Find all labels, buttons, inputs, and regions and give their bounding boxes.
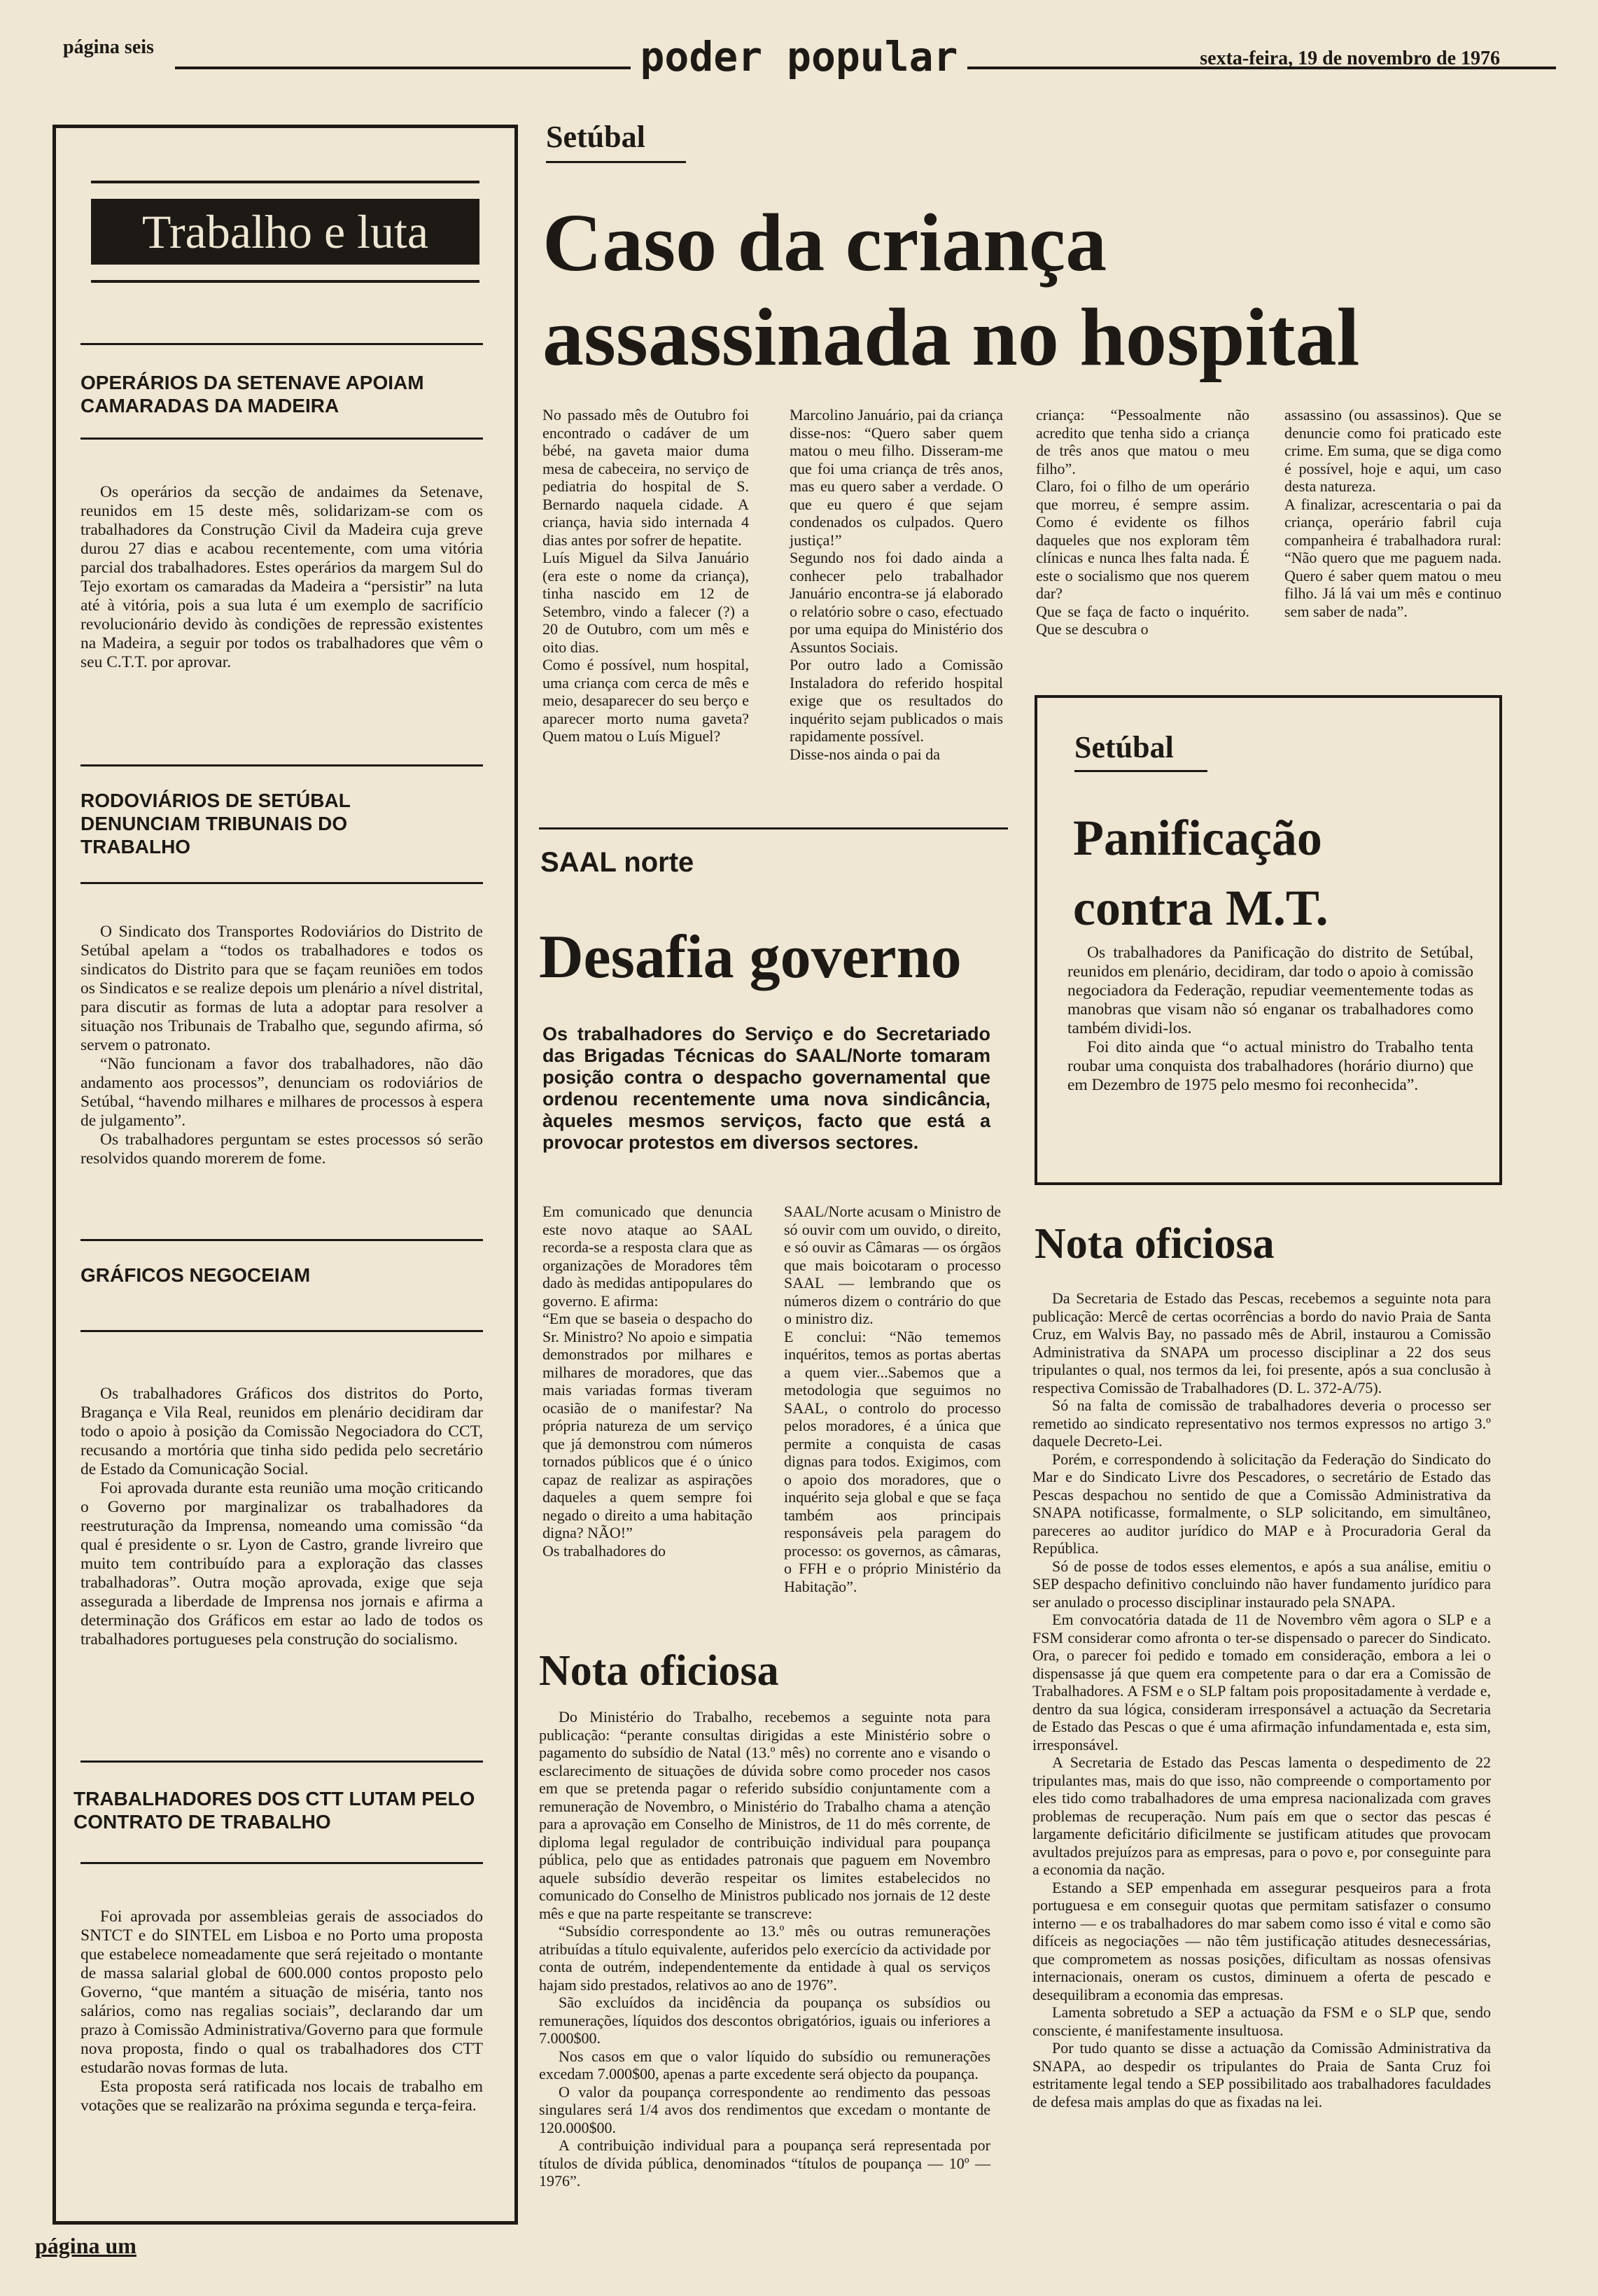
paragraph: Os trabalhadores Gráficos dos distritos do Porto, Bragança e Vila Real, reunidos em plenário decidiram dar todo o apoio à posição da Comissão Negociadora do CCT, recusando a mortória que tinha sido pedida pelo secretário de Estado da Comunicação Social. — [80, 1385, 483, 1478]
issue-date: sexta-feira, 19 de novembro de 1976 — [1200, 48, 1500, 69]
story-column: No passado mês de Outubro foi encontrado o cadáver de um bébé, na gaveta maior duma mesa de cabeceira, no serviço de pediatria do hospital de S. Bernardo naquela cidade. A criança, havia sido internada 4 dias antes por sofrer de hepatite. Luís Miguel da Silva Januário (era este o nome da criança), tinha nascido em 12 de Setembro, vindo a falecer (?) a 20 de Outubro, com um mês e oito dias. Como é possível, num hospital, uma criança com cerca de mês e meio, desaparecer do seu berço e aparecer morto numa gaveta? Quem matou o Luís Miguel? — [542, 406, 749, 745]
notice-headline: Nota oficiosa — [1035, 1220, 1275, 1268]
story-headline-line2: contra M.T. — [1073, 880, 1329, 936]
story-headline-line1: Panificação — [1073, 810, 1322, 866]
story-column: criança: “Pessoalmente não acredito que tenha sido a criança de três anos que matou o meu filho”. Claro, foi o filho de um operário que morreu, é sempre assim. Como é evidente os filhos daqueles que nos exploram têm clínicas e nunca lhes falta nada. É este o socialismo que nos querem dar? Que se faça de facto o inquérito. Que se descubra o — [1036, 406, 1249, 638]
divider — [80, 1330, 483, 1332]
paragraph: Estando a SEP empenhada em assegurar pesqueiros para a frota portuguesa e em conseguir quotas que permitam satisfazer o consumo interno — e os trabalhadores do mar sabem como isso é vital e como são difíceis as negociações — não têm justificação atitudes desnecessárias, que comprometem as nossas posições, dificultam as nossas ofensivas internacionais, oneram os custos, diminuem a oferta de pescado e desequilibram a economia das empresas. — [1032, 1878, 1491, 2003]
newspaper-title: poder popular — [0, 36, 1598, 77]
notice-body — [539, 1708, 990, 2190]
paragraph: Por tudo quanto se disse a actuação da Comissão Administrativa da SNAPA, ao despedir os tripulantes do Praia de Santa Cruz foi estritamente legal tendo a SEP possibilitado aos trabalhadores faculdades de defesa mais amplas do que as fixadas na lei. — [1032, 2039, 1491, 2110]
article-body — [80, 1907, 483, 2115]
article-body — [80, 483, 483, 672]
paragraph: Foi aprovada durante esta reunião uma moção criticando o Governo por marginalizar os trabalhadores da reestruturação da Imprensa, nomeando uma comissão “da qual é presidente o sr. Lyon de Castro, grande livreiro que muito tem contribuído para a exploração das classes trabalhadoras”. Outra moção aprovada, exige que seja assegurada a liberdade de Imprensa nos jornais e afirma a determinação dos Gráficos em estar ao lado de todos os trabalhadores portugueses pela construção do socialismo. — [80, 1479, 483, 1648]
divider — [80, 438, 483, 440]
story-kicker: SAAL norte — [540, 847, 694, 878]
paragraph: Os trabalhadores perguntam se estes processos só serão resolvidos quando morerem de fome. — [80, 1130, 483, 1168]
paragraph: “Não funcionam a favor dos trabalhadores, não dão andamento aos processos”, denunciam os rodoviários de Setúbal, “havendo milhares e milhares de processos à espera de julgamento”. — [80, 1055, 483, 1130]
story-column: Em comunicado que denuncia este novo ataque ao SAAL recorda-se a resposta clara que as organizações de Moradores têm dado às medidas antipopulares do governo. E afirma: “Em que se baseia o despacho do Sr. Ministro? No apoio e simpatia demonstrados por milhares e milhares de moradores, que das mais variadas formas tiveram ocasião de o manifestar? Na própria natureza de um serviço que já demonstrou com números tornados públicos que é o único capaz de realizar as aspirações daqueles a quem sempre foi negado o direito a uma habitação digna? NÃO!” Os trabalhadores do — [542, 1203, 752, 1560]
story-column: SAAL/Norte acusam o Ministro de só ouvir com um ouvido, o direito, e só ouvir as Câmaras — os órgãos que mais boicotaram o processo SAAL — lembrando que os números dizem o contrário do que o ministro diz. E conclui: “Não tememos inquéritos, temos as portas abertas a quem vier...Sabemos que a metodologia que seguimos no SAAL, o controlo do processo pelos moradores, é a única que permite a conquista de casas dignas para todos. Exigimos, com o apoio dos moradores, que o inquérito seja global e que se faça também aos principais responsáveis pela paragem do processo: os governos, as câmaras, o FFH e o próprio Ministério da Habitação”. — [784, 1203, 1001, 1595]
story-kicker: Setúbal — [1074, 730, 1174, 764]
paragraph: Foi aprovada por assembleias gerais de associados do SNTCT e do SINTEL em Lisboa e no Porto uma proposta que estabelece nomeadamente que será rejeitado o montante de massa salarial global de 600.000 contos proposto pelo Governo, “que mantém a situação de miséria, tanto nos salários, como nas regalias sociais”, declarando dar um prazo à Comissão Administrativa/Governo para que formule nova proposta, findo o qual os trabalhadores dos CTT estudarão novas formas de luta. — [80, 1907, 483, 2077]
kicker-underline — [546, 161, 686, 163]
story-column: assassino (ou assassinos). Que se denuncie como foi praticado este crime. Em suma, que se diga como é possível, hoje e aqui, um caso desta natureza. A finalizar, acrescentaria o pai da criança, operário fabril cuja companheira é trabalhadora rural: “Não quero que me paguem nada. Quero é saber quem matou o meu filho. Já lá vai um mês e continuo sem saber de nada”. — [1284, 406, 1501, 620]
divider — [80, 882, 483, 884]
paragraph: Nos casos em que o valor líquido do subsídio ou remunerações excedam 7.000$00, apenas a parte excedente será objecto da poupança. — [539, 2047, 990, 2082]
notice-headline: Nota oficiosa — [539, 1647, 779, 1695]
paragraph: Esta proposta será ratificada nos locais de trabalho em votações que se realizarão na próxima segunda e terça-feira. — [80, 2078, 483, 2115]
paragraph: Foi dito ainda que “o actual ministro do Trabalho tenta roubar uma conquista dos trabalhadores (horário diurno) que em Dezembro de 1975 pelo mesmo foi reconhecida”. — [1067, 1038, 1473, 1094]
paragraph: São excluídos da incidência da poupança os subsídios ou remunerações, líquidos dos descontos obrigatórios, iguais ou inferiores a 7.000$00. — [539, 1994, 990, 2047]
paragraph: Porém, e correspondendo à solicitação da Federação do Sindicato do Mar e do Sindicato Livre dos Pescadores, o secretário de Estado das Pescas despachou no sentido de que a Comissão Administrativa da SNAPA notificasse, formalmente, o SLP solicitando, em simultâneo, pareceres ao auditor jurídico do MAP e à Procuradoria Geral da República. — [1032, 1450, 1491, 1557]
article-headline: GRÁFICOS NEGOCEIAM — [80, 1264, 311, 1286]
corner-page-label: página um — [35, 2233, 136, 2258]
paragraph: Do Ministério do Trabalho, recebemos a seguinte nota para publicação: “perante consultas dirigidas a este Ministério sobre o pagamento do subsídio de Natal (13.º mês) no corrente ano e visando o esclarecimento de situações de dúvida sobre como proceder nos casos em que se pretenda pagar o referido subsídio conjuntamente com a remuneração de Novembro, o Ministério do Trabalho chama a atenção para a aprovação em Conselho de Ministros, de 11 do mês corrente, de diploma legal regulador de contribuição individual para poupança pública, pelo que as entidades patronais que paguem em Novembro aquele subsídio deverão respeitar os limites estabelecidos no comunicado do Conselho de Ministros publicado nos jornais de 12 deste mês e que na parte respeitante se transcreve: — [539, 1708, 990, 1922]
paragraph: Só na falta de comissão de trabalhadores deveria o processo ser remetido ao sindicato representativo nos termos expressos no artigo 3.º daquele Decreto-Lei. — [1032, 1396, 1491, 1450]
paragraph: Só de posse de todos esses elementos, e após a sua análise, emitiu o SEP despacho definitivo concluindo não haver fundamento jurídico para ser anulado o processo disciplinar instaurado pela SNAPA. — [1032, 1557, 1491, 1611]
paragraph: A contribuição individual para a poupança será representada por títulos de dívida pública, denominados “títulos de poupança — 10º — 1976”. — [539, 2136, 990, 2190]
kicker-underline — [1074, 770, 1207, 772]
panificacao-box — [1035, 695, 1502, 1185]
divider — [539, 827, 1008, 830]
story-column: Marcolino Januário, pai da criança disse-nos: “Quero saber quem matou o meu filho. Disseram-me que foi uma criança de três anos, mas eu quero saber a verdade. O que eu quero é que sejam condenados os culpados. Quero justiça!” Segundo nos foi dado ainda a conhecer pelo trabalhador Januário encontra-se já elaborado o relatório sobre o caso, efectuado por uma equipa do Ministério dos Assuntos Sociais. Por outro lado a Comissão Instaladora do referido hospital exige que os resultados do inquérito sejam publicados o mais rapidamente possível. Disse-nos ainda o pai da — [790, 406, 1003, 763]
story-headline-line1: Caso da criança — [542, 197, 1107, 288]
divider — [80, 1862, 483, 1864]
paragraph: A Secretaria de Estado das Pescas lamenta o despedimento de 22 tripulantes mas, mais do que isso, não compreende o comportamento por eles tido como trabalhadores de uma empresa nacionalizada com graves problemas de recuperação. Num país em que o sector das pescas é largamente deficitário dificilmente se justificam atitudes que provocam avultados prejuízos para as empresas, para o povo e, por conseguinte para a economia da nação. — [1032, 1754, 1491, 1878]
divider — [80, 764, 483, 766]
article-body — [80, 923, 483, 1168]
story-kicker: Setúbal — [546, 120, 645, 154]
story-headline: Desafia governo — [539, 923, 962, 991]
paragraph: O valor da poupança correspondente ao rendimento das pessoas singulares será 1/4 avos dos rendimentos que excedam o montante de 120.000$00. — [539, 2082, 990, 2136]
story-lead: Os trabalhadores do Serviço e do Secretariado das Brigadas Técnicas do SAAL/Norte tomaram posição contra o despacho governamental que ordenou recentemente uma nova sindicância, àqueles mesmos serviços, facto que está a provocar protestos em diversos sectores. — [542, 1023, 990, 1153]
article-headline: RODOVIÁRIOS DE SETÚBAL DENUNCIAM TRIBUNAIS DO TRABALHO — [80, 790, 351, 858]
section-title-box — [91, 181, 479, 283]
notice-body — [1032, 1289, 1491, 2110]
page-label: página seis — [63, 36, 154, 58]
divider — [80, 343, 483, 345]
article-headline: OPERÁRIOS DA SETENAVE APOIAM CAMARADAS DA MADEIRA — [80, 372, 424, 416]
article-body — [80, 1385, 483, 1649]
paragraph: Da Secretaria de Estado das Pescas, recebemos a seguinte nota para publicação: Mercê de certas ocorrências a bordo do navio Praia de Santa Cruz, em Walvis Bay, no passado mês de Abril, instaurou a Comissão Administrativa da SNAPA um processo disciplinar a 22 dos seus tripulantes o qual, nos termos da lei, foi presente, após a sua conclusão à respectiva Comissão de Trabalhadores (D. L. 372-A/75). — [1032, 1289, 1491, 1396]
paragraph: Em convocatória datada de 11 de Novembro vêm agora o SLP e a FSM considerar como afronta o ter-se dispensado o parecer do Sindicato. Ora, o parecer foi pedido e tomado em consideração, embora a lei o dispensasse já que quem era competente para o dar era a Comissão de Trabalhadores. A FSM e o SLP faltam pois propositadamente à verdade e, dentro da sua lógica, consideram irresponsável a actuação da Secretaria de Estado das Pescas o que é uma afirmação infundamentada e, esta sim, irresponsável. — [1032, 1611, 1491, 1754]
paragraph: Lamenta sobretudo a SEP a actuação da FSM e o SLP que, sendo consciente, é manifestamente insultuosa. — [1032, 2003, 1491, 2039]
paragraph: O Sindicato dos Transportes Rodoviários do Distrito de Setúbal apelam a “todos os trabalhadores e todos os sindicatos do Distrito para que se façam reuniões em todos os Sindicatos e se realize depois um plenário a nível distrital, para discutir as formas de luta a adoptar para resolver a situação nos Tribunais de Trabalho que, segundo afirma, só servem o patronato. — [80, 923, 483, 1054]
story-headline-line2: assassinada no hospital — [542, 291, 1360, 383]
story-body — [1067, 944, 1473, 1095]
section-title: Trabalho e luta — [91, 199, 479, 265]
paragraph: Os operários da secção de andaimes da Setenave, reunidos em 15 deste mês, solidarizam-se com os trabalhadores da Construção Civil da Madeira cuja greve durou 27 dias e acabou recentemente, com uma vitória parcial dos trabalhadores. Estes operários da margem Sul do Tejo exortam os camaradas da Madeira a “persistir” na luta até à vitória, pois a sua luta é um exemplo de sacrifício revolucionário devido às condições de repressão existentes na Madeira, a seguir por todos os trabalhadores que vêm o seu C.T.T. por aprovar. — [80, 483, 483, 671]
divider — [80, 1760, 483, 1763]
paragraph: “Subsídio correspondente ao 13.º mês ou outras remunerações atribuídas a título equivalente, auferidos pelo exercício da actividade por conta de outrém, independentemente da entidade à qual os serviços hajam sido prestados, relativos ao ano de 1976”. — [539, 1922, 990, 1994]
paragraph: Os trabalhadores da Panificação do distrito de Setúbal, reunidos em plenário, decidiram, dar todo o apoio à comissão negociadora da Federação, repudiar veementemente todas as manobras que visam não só enganar os trabalhadores como também dividi-los. — [1067, 944, 1473, 1037]
article-headline: TRABALHADORES DOS CTT LUTAM PELO CONTRATO DE TRABALHO — [73, 1788, 475, 1833]
divider — [80, 1239, 483, 1241]
